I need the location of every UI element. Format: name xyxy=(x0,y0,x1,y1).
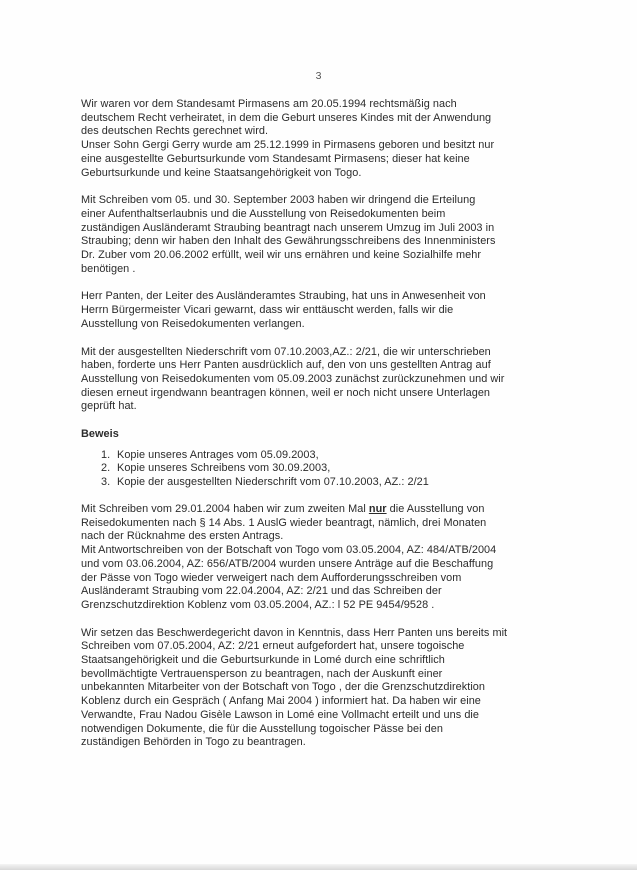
text-segment: die Ausstellung von xyxy=(386,502,485,515)
list-item xyxy=(101,462,561,475)
text-line: nach der Rücknahme des ersten Antrags. xyxy=(81,530,284,543)
text-line: notwendigen Dokumente, die für die Ausstellung togoischer Pässe bei den xyxy=(81,722,443,735)
text-line: Staatsangehörigkeit und die Geburtsurkunde in Lomé durch eine schriftlich xyxy=(81,654,445,667)
text-line: Reisedokumenten nach § 14 Abs. 1 AuslG wieder beantragt, nämlich, drei Monaten xyxy=(81,516,487,529)
evidence-heading: Beweis xyxy=(81,428,119,441)
text-line: zuständigen Ausländeramt Straubing beantragt nach unserem Umzug im Juli 2003 in xyxy=(81,221,495,234)
text-line: Geburtsurkunde und keine Staatsangehörigkeit von Togo. xyxy=(81,166,362,179)
text-line xyxy=(81,503,561,517)
text-line: Wir waren vor dem Standesamt Pirmasens am 20.05.1994 rechtsmäßig nach xyxy=(81,98,457,110)
text-line: Dr. Zuber vom 20.06.2002 erfüllt, weil wir uns ernähren und keine Sozialhilfe mehr xyxy=(81,249,481,262)
text-line: geprüft hat. xyxy=(81,400,137,413)
list-text: Kopie unseres Schreibens vom 30.09.2003, xyxy=(117,462,331,475)
paragraph-warning xyxy=(81,290,561,331)
text-segment: Mit Schreiben vom 29.01.2004 haben wir zum zweiten Mal xyxy=(81,502,369,515)
paragraph-court-notice xyxy=(81,627,561,750)
list-item xyxy=(101,476,561,489)
text-line: eine ausgestellte Geburtsurkunde vom Standesamt Pirmasens; dieser hat keine xyxy=(81,152,470,165)
text-line: einer Aufenthaltserlaubnis und die Ausstellung von Reisedokumenten beim xyxy=(81,207,446,220)
text-line: Ausstellung von Reisedokumenten vom 05.09.2003 zunächst zurückzunehmen und wir xyxy=(81,372,505,385)
paragraph-second-application xyxy=(81,503,561,613)
page-number: 3 xyxy=(315,70,322,82)
text-line: deutschem Recht verheiratet, in dem die Geburt unseres Kindes mit der Anwendung xyxy=(81,111,492,124)
text-line: diesen erneut irgendwann beantragen können, weil er noch nicht unsere Unterlagen xyxy=(81,386,491,399)
text-line: Wir setzen das Beschwerdegericht davon in Kenntnis, dass Herr Panten uns bereits mit xyxy=(81,626,508,639)
list-text: Kopie der ausgestellten Niederschrift vom 07.10.2003, AZ.: 2/21 xyxy=(117,475,429,488)
text-line: bevollmächtigte Vertrauensperson zu beantragen, nach der Auskunft einer xyxy=(81,667,443,680)
text-line: haben, forderte uns Herr Panten ausdrücklich auf, den von uns gestellten Antrag auf xyxy=(81,359,491,372)
list-item xyxy=(101,449,561,462)
list-number: 3. xyxy=(101,475,111,488)
evidence-list xyxy=(81,449,561,489)
list-text: Kopie unseres Antrages vom 05.09.2003, xyxy=(117,448,319,461)
list-number: 2. xyxy=(101,462,111,475)
text-line: Ausstellung von Reisedokumenten verlangen. xyxy=(81,317,305,330)
paragraph-marriage xyxy=(81,98,561,180)
paragraph-application xyxy=(81,194,561,276)
text-line: Straubing; denn wir haben den Inhalt des Gewährungsschreibens des Innenministers xyxy=(81,235,496,248)
text-line: Mit Antwortschreiben von der Botschaft von Togo vom 03.05.2004, AZ: 484/ATB/2004 xyxy=(81,544,497,557)
paragraph-protocol xyxy=(81,346,561,415)
list-number: 1. xyxy=(101,448,111,461)
text-line: des deutschen Rechts gerechnet wird. xyxy=(81,125,269,138)
underlined-word: nur xyxy=(368,502,387,515)
scan-edge xyxy=(0,864,637,870)
text-line: zuständigen Behörden in Togo zu beantragen. xyxy=(81,736,306,749)
text-line: der Pässe von Togo wieder verweigert nach dem Aufforderungsschreiben vom xyxy=(81,571,462,584)
text-line: Ausländeramt Straubing vom 22.04.2004, AZ: 2/21 und das Schreiben der xyxy=(81,585,442,598)
text-line: und vom 03.06.2004, AZ: 656/ATB/2004 wurden unsere Anträge auf die Beschaffung xyxy=(81,557,494,570)
letter-body xyxy=(81,98,561,750)
text-line: Grenzschutzdirektion Koblenz vom 03.05.2004, AZ.: l 52 PE 9454/9528 . xyxy=(81,598,435,611)
text-line: Mit der ausgestellten Niederschrift vom 07.10.2003,AZ.: 2/21, die wir unterschrieben xyxy=(81,345,491,358)
text-line: Schreiben vom 07.05.2004, AZ: 2/21 erneut aufgefordert hat, unsere togoische xyxy=(81,640,465,653)
text-line: Verwandte, Frau Nadou Gisèle Lawson in Lomé eine Vollmacht erteilt und uns die xyxy=(81,708,480,721)
text-line: Mit Schreiben vom 05. und 30. September 2003 haben wir dringend die Erteilung xyxy=(81,194,476,207)
text-line: Herr Panten, der Leiter des Ausländeramtes Straubing, hat uns in Anwesenheit von xyxy=(81,290,486,303)
text-line: unbekannten Mitarbeiter von der Botschaft von Togo , der die Grenzschutzdirektion xyxy=(81,681,486,694)
text-line: benötigen . xyxy=(81,262,136,275)
text-line: Unser Sohn Gergi Gerry wurde am 25.12.1999 in Pirmasens geboren und besitzt nur xyxy=(81,139,495,152)
text-line: Herrn Bürgermeister Vicari gewarnt, dass wir enttäuscht werden, falls wir die xyxy=(81,304,454,317)
text-line: Koblenz durch ein Gespräch ( Anfang Mai 2004 ) informiert hat. Da haben wir eine xyxy=(81,695,481,708)
